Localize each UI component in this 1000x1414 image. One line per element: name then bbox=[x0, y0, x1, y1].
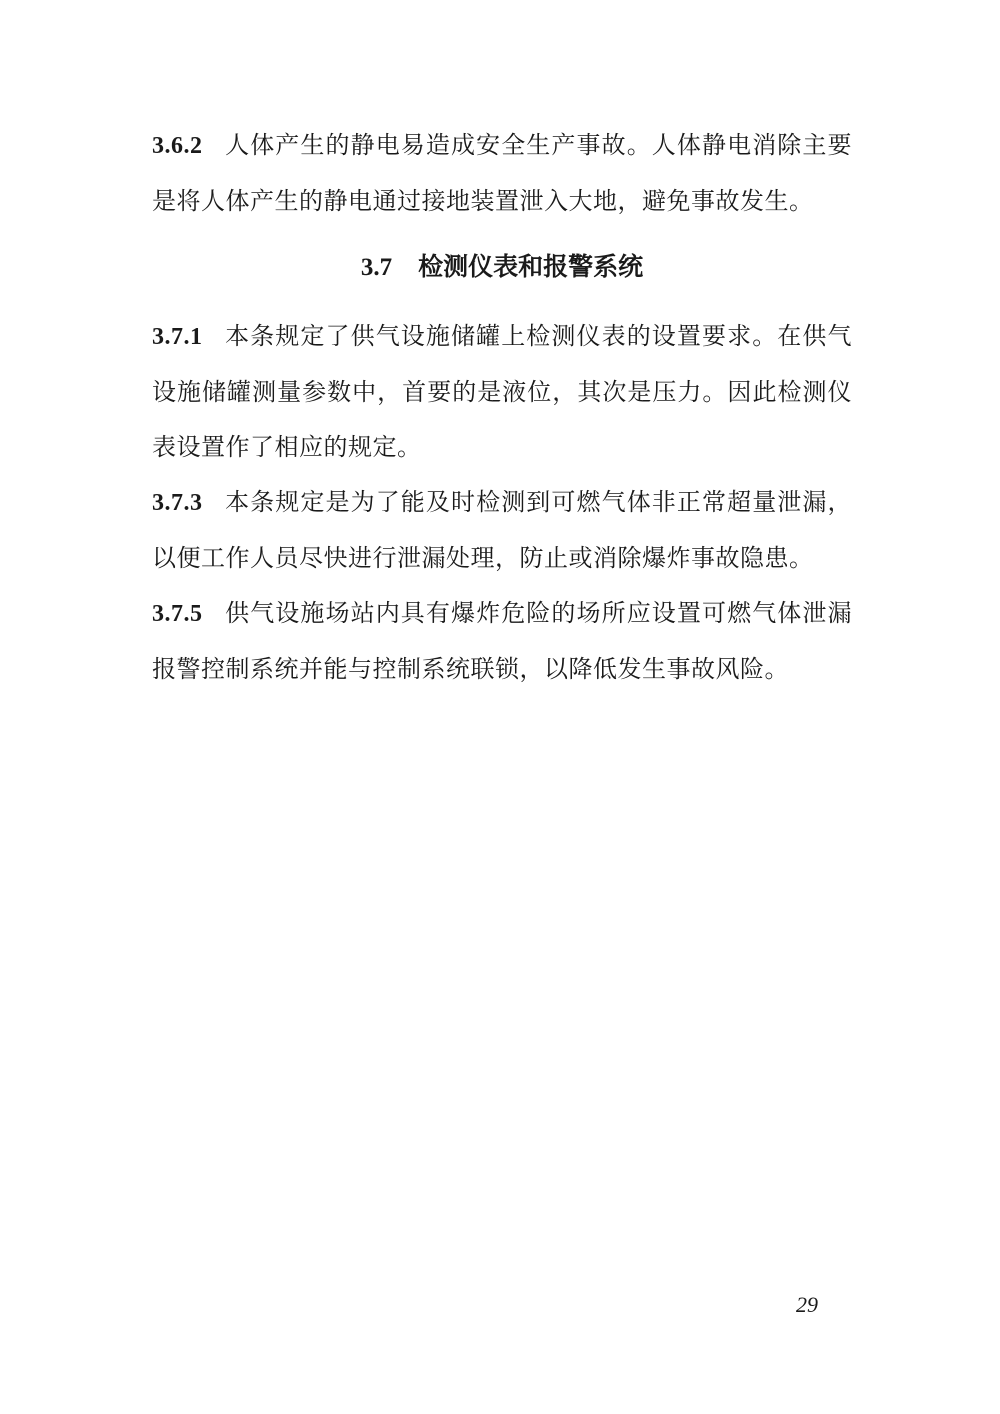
clause-paragraph bbox=[152, 118, 852, 229]
clause-number: 3.7.3 bbox=[152, 490, 203, 516]
clause-paragraph bbox=[152, 586, 852, 697]
clause-text: 本条规定了供气设施储罐上检测仪表的设置要求。在供气设施储罐测量参数中，首要的是液位，其次是压力。因此检测仪表设置作了相应的规定。 bbox=[152, 322, 852, 461]
section-heading bbox=[152, 237, 852, 297]
section-title: 检测仪表和报警系统 bbox=[418, 252, 644, 281]
section-number: 3.7 bbox=[360, 254, 393, 281]
clause-number: 3.7.5 bbox=[152, 601, 203, 627]
clause-text: 供气设施场站内具有爆炸危险的场所应设置可燃气体泄漏报警控制系统并能与控制系统联锁，以降低发生事故风险。 bbox=[152, 599, 852, 683]
clause-number: 3.7.1 bbox=[152, 324, 203, 350]
clause-paragraph bbox=[152, 309, 852, 475]
clause-paragraph bbox=[152, 475, 852, 586]
clause-number: 3.6.2 bbox=[152, 133, 203, 159]
page-number: 29 bbox=[796, 1292, 818, 1317]
clause-text: 本条规定是为了能及时检测到可燃气体非正常超量泄漏，以便工作人员尽快进行泄漏处理，防止或消除爆炸事故隐患。 bbox=[152, 488, 852, 572]
clause-text: 人体产生的静电易造成安全生产事故。人体静电消除主要是将人体产生的静电通过接地装置泄入大地，避免事故发生。 bbox=[152, 131, 852, 215]
page-content bbox=[152, 118, 852, 697]
